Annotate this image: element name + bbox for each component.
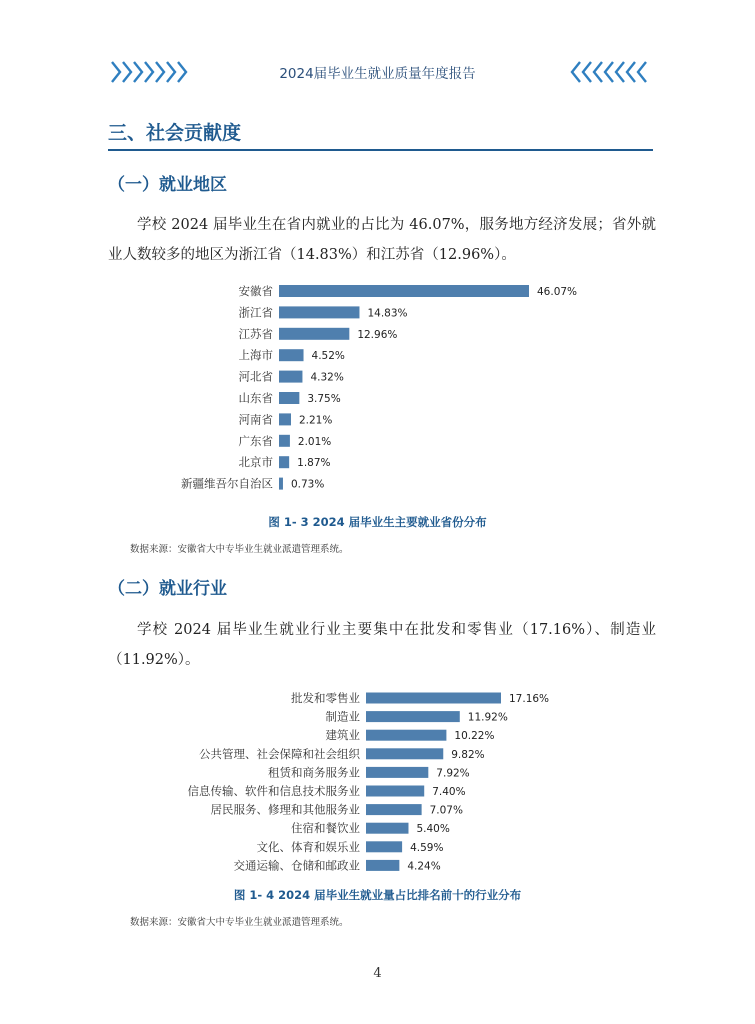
- value-label: 12.96%: [357, 328, 398, 341]
- category-label: 居民服务、修理和其他服务业: [210, 802, 360, 817]
- bar: [366, 860, 399, 871]
- category-label: 河南省: [238, 412, 273, 427]
- subsection-title-region: （一）就业地区: [108, 175, 227, 195]
- category-label: 山东省: [238, 391, 273, 405]
- value-label: 3.75%: [307, 393, 341, 405]
- bar: [279, 413, 291, 425]
- category-label: 河北省: [238, 369, 273, 384]
- value-label: 5.40%: [416, 823, 450, 836]
- category-label: 租赁和商务服务业: [268, 765, 360, 780]
- bar: [279, 349, 304, 361]
- category-label: 文化、体育和娱乐业: [256, 839, 360, 854]
- bar: [366, 693, 501, 704]
- right-chevron-decoration-icon: [568, 60, 650, 84]
- chevron-icon: [638, 62, 646, 82]
- category-label: 公共管理、社会保障和社会组织: [199, 746, 360, 761]
- category-label: 浙江省: [238, 305, 273, 320]
- chevron-icon: [605, 62, 613, 82]
- bar: [279, 371, 302, 383]
- value-label: 0.73%: [290, 478, 325, 491]
- value-label: 7.07%: [429, 804, 463, 817]
- bar: [366, 786, 424, 797]
- data-source-region: 数据来源：安徽省大中专毕业生就业派遣管理系统。: [130, 544, 349, 555]
- bar: [366, 748, 443, 759]
- bar: [366, 767, 428, 778]
- category-label: 批发和零售业: [291, 691, 360, 705]
- figure-caption-region: 图 1- 3 2024 届毕业生主要就业省份分布: [268, 515, 487, 529]
- bar: [366, 730, 446, 741]
- value-label: 1.87%: [297, 457, 331, 470]
- bar: [366, 711, 460, 722]
- category-label: 制造业: [325, 709, 360, 724]
- figure-caption-industry: 图 1- 4 2024 届毕业生就业量占比排名前十的行业分布: [233, 888, 522, 902]
- subsection-title-industry: （二）就业行业: [108, 579, 227, 599]
- value-label: 4.59%: [410, 841, 444, 854]
- chevron-icon: [572, 62, 580, 82]
- section-title: 三、社会贡献度: [108, 122, 242, 144]
- value-label: 9.82%: [451, 748, 485, 761]
- bar: [366, 823, 408, 834]
- bar: [366, 804, 422, 815]
- value-label: 4.52%: [311, 350, 345, 363]
- page-header: [0, 0, 755, 100]
- bar: [279, 456, 289, 468]
- category-label: 安徽省: [238, 284, 273, 298]
- bar: [279, 306, 359, 318]
- value-label: 17.16%: [509, 693, 550, 705]
- category-label: 北京市: [238, 455, 273, 470]
- value-label: 11.92%: [467, 711, 508, 724]
- value-label: 7.40%: [432, 786, 466, 798]
- industry-distribution-chart: [0, 684, 755, 880]
- bar: [279, 328, 349, 340]
- province-distribution-chart: [0, 276, 755, 498]
- data-source-industry: 数据来源：安徽省大中专毕业生就业派遣管理系统。: [130, 917, 349, 928]
- category-label: 建筑业: [325, 728, 360, 743]
- bar: [279, 478, 283, 490]
- category-label: 住宿和餐饮业: [291, 821, 360, 836]
- value-label: 14.83%: [367, 307, 408, 320]
- page-number: 4: [373, 966, 382, 981]
- bar: [279, 392, 299, 404]
- value-label: 2.01%: [297, 435, 332, 448]
- bar: [279, 285, 529, 297]
- category-label: 交通运输、仓储和邮政业: [233, 858, 360, 873]
- chevron-icon: [616, 62, 624, 82]
- category-label: 新疆维吾尔自治区: [181, 476, 273, 491]
- paragraph-region: 学校 2024 届毕业生在省内就业的占比为 46.07%，服务地方经济发展；省外就业人数较多的地区为浙江省（14.83%）和江苏省（12.96%）。: [108, 217, 656, 263]
- chevron-icon: [594, 62, 602, 82]
- category-label: 江苏省: [238, 326, 273, 341]
- category-label: 上海市: [238, 348, 273, 363]
- value-label: 4.24%: [407, 860, 441, 873]
- chevron-icon: [627, 62, 635, 82]
- value-label: 4.32%: [310, 371, 344, 384]
- value-label: 7.92%: [436, 767, 470, 780]
- value-label: 2.21%: [298, 414, 333, 427]
- value-label: 10.22%: [454, 730, 495, 743]
- section-divider: [108, 149, 653, 151]
- value-label: 46.07%: [537, 286, 578, 298]
- category-label: 信息传输、软件和信息技术服务业: [187, 784, 360, 798]
- header-title: 2024届毕业生就业质量年度报告: [279, 66, 476, 82]
- paragraph-industry: 学校 2024 届毕业生就业行业主要集中在批发和零售业（17.16%）、制造业（11.92%）。: [108, 622, 656, 668]
- chevron-icon: [583, 62, 591, 82]
- bar: [279, 435, 290, 447]
- bar: [366, 841, 402, 852]
- category-label: 广东省: [238, 433, 273, 448]
